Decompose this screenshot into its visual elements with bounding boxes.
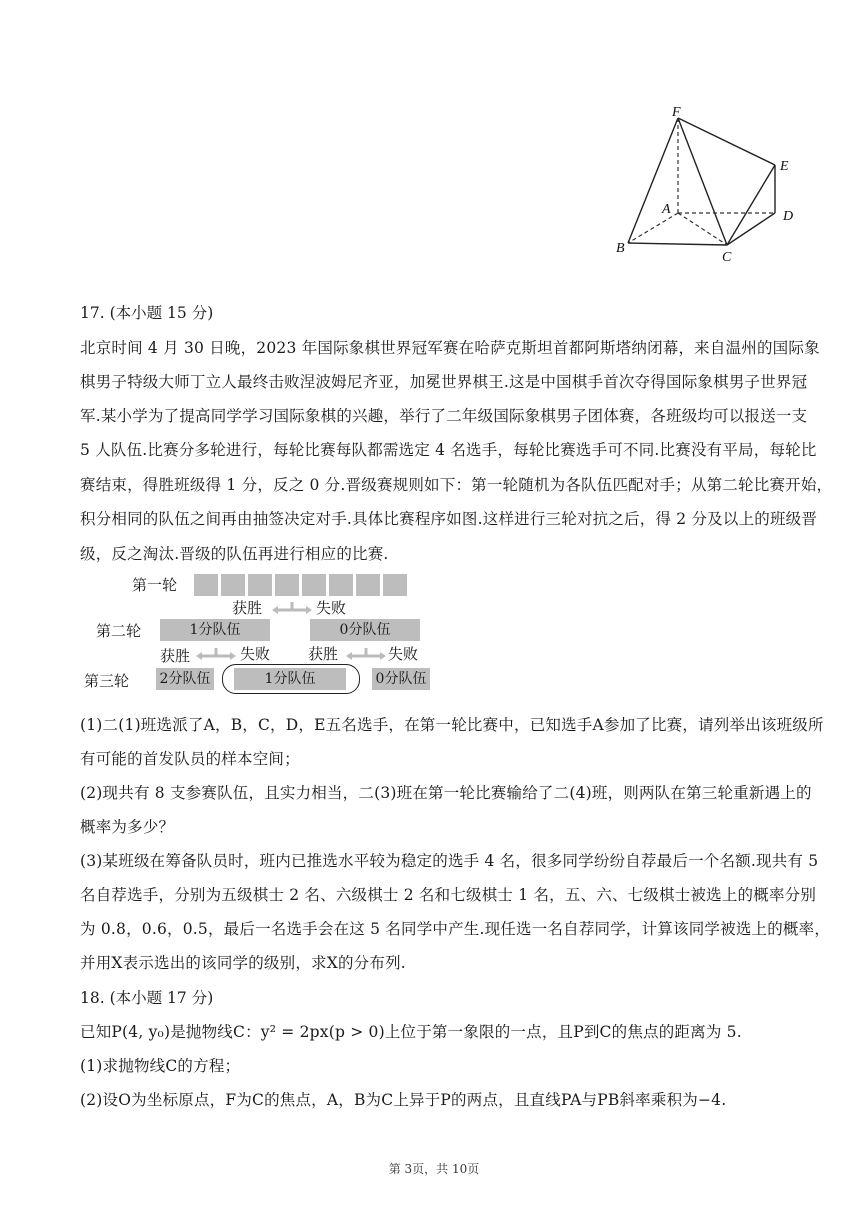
q17-p1-line-1: (1)二(1)班选派了A，B，C，D，E五名选手，在第一轮比赛中，已知选手A参加了比赛，请列举出该班级所	[80, 716, 824, 734]
team-0pt-box: 0分队伍	[310, 619, 420, 641]
round2-label: 第二轮	[96, 622, 142, 640]
label-c: C	[722, 250, 732, 265]
edge-fb	[628, 118, 678, 243]
round1-teams-bar	[194, 574, 410, 596]
q17-line-4: 5 人队伍.比赛分多轮进行，每轮比赛每队都需选定 4 名选手，每轮比赛选手可不同.比赛没有平局，每轮比	[80, 441, 817, 459]
round1-label: 第一轮	[132, 576, 178, 594]
edge-bc	[628, 243, 727, 245]
q17-line-2: 棋男子特级大师丁立人最终击败涅波姆尼齐亚，加冕世界棋王.这是中国棋手首次夺得国际象棋男子世界冠	[80, 373, 808, 391]
split-arrow-3	[344, 646, 388, 664]
team-1pt-box-round3: 1分队伍	[234, 668, 346, 690]
win-label-2: 获胜	[160, 647, 191, 665]
edge-ce	[727, 165, 775, 245]
label-a: A	[662, 202, 671, 217]
win-label-1: 获胜	[232, 599, 263, 617]
q18-line-2: (1)求抛物线C的方程；	[80, 1057, 241, 1075]
q17-line-5: 赛结束，得胜班级得 1 分，反之 0 分.晋级赛规则如下：第一轮随机为各队伍匹配对手；从第二轮比赛开始，	[80, 476, 833, 494]
edge-fe	[678, 118, 775, 165]
q17-line-1: 北京时间 4 月 30 日晚，2023 年国际象棋世界冠军赛在哈萨克斯坦首都阿斯塔纳闭幕，来自温州的国际象	[80, 339, 820, 357]
split-arrow-2	[194, 646, 238, 664]
q17-heading: 17. (本小题 15 分)	[80, 304, 214, 322]
lose-label-1: 失败	[316, 599, 347, 617]
q17-p1-line-2: 有可能的首发队员的样本空间；	[80, 750, 300, 768]
edge-cd	[727, 213, 775, 245]
pyramid-figure	[600, 100, 810, 270]
q17-p3-line-1: (3)某班级在筹备队员时，班内已推选水平较为稳定的选手 4 名，很多同学纷纷自荐最后一个名额.现共有 5	[80, 852, 819, 870]
round3-label: 第三轮	[84, 672, 130, 690]
team-0pt-box-round3: 0分队伍	[372, 668, 430, 690]
team-1pt-box: 1分队伍	[160, 619, 270, 641]
q18-heading: 18. (本小题 17 分)	[80, 989, 214, 1007]
label-b: B	[616, 241, 625, 256]
label-f: F	[672, 105, 681, 120]
q17-p3-line-4: 并用X表示选出的该同学的级别，求X的分布列.	[80, 954, 406, 972]
q17-p3-line-3: 为 0.8，0.6，0.5，最后一名选手会在这 5 名同学中产生.现任选一名自荐同学，计算该同学被选上的概率，	[80, 920, 831, 938]
q18-line-1: 已知P(4, y₀)是抛物线C：y² = 2px(p > 0)上位于第一象限的一点，且P到C的焦点的距离为 5.	[80, 1023, 742, 1041]
q17-p3-line-2: 名自荐选手，分别为五级棋士 2 名、六级棋士 2 名和七级棋士 1 名，五、六、七级棋士被选上的概率分别	[80, 886, 817, 904]
lose-label-2: 失败	[240, 645, 271, 663]
edge-ab	[628, 213, 678, 243]
lose-label-3: 失败	[388, 645, 419, 663]
label-e: E	[780, 159, 789, 174]
team-2pt-box: 2分队伍	[156, 668, 214, 690]
q17-line-3: 军.某小学为了提高同学学习国际象棋的兴趣，举行了二年级国际象棋男子团体赛，各班级均可以报送一支	[80, 407, 808, 425]
split-arrow-1	[270, 600, 314, 618]
q17-line-7: 级，反之淘汰.晋级的队伍再进行相应的比赛.	[80, 545, 389, 563]
q18-line-3: (2)设O为坐标原点，F为C的焦点，A，B为C上异于P的两点，且直线PA与PB斜率乘积为−4.	[80, 1091, 727, 1109]
edge-ac	[678, 213, 727, 245]
q17-p2-line-2: 概率为多少？	[80, 818, 175, 836]
label-d: D	[783, 209, 794, 224]
edge-fc	[678, 118, 727, 245]
page-footer: 第 3页，共 10页	[388, 1162, 480, 1176]
q17-p2-line-1: (2)现共有 8 支参赛队伍，且实力相当，二(3)班在第一轮比赛输给了二(4)班，则两队在第三轮重新遇上的	[80, 784, 812, 802]
q17-line-6: 积分相同的队伍之间再由抽签决定对手.具体比赛程序如图.这样进行三轮对抗之后，得 2 分及以上的班级晋	[80, 510, 818, 528]
win-label-3: 获胜	[308, 645, 339, 663]
